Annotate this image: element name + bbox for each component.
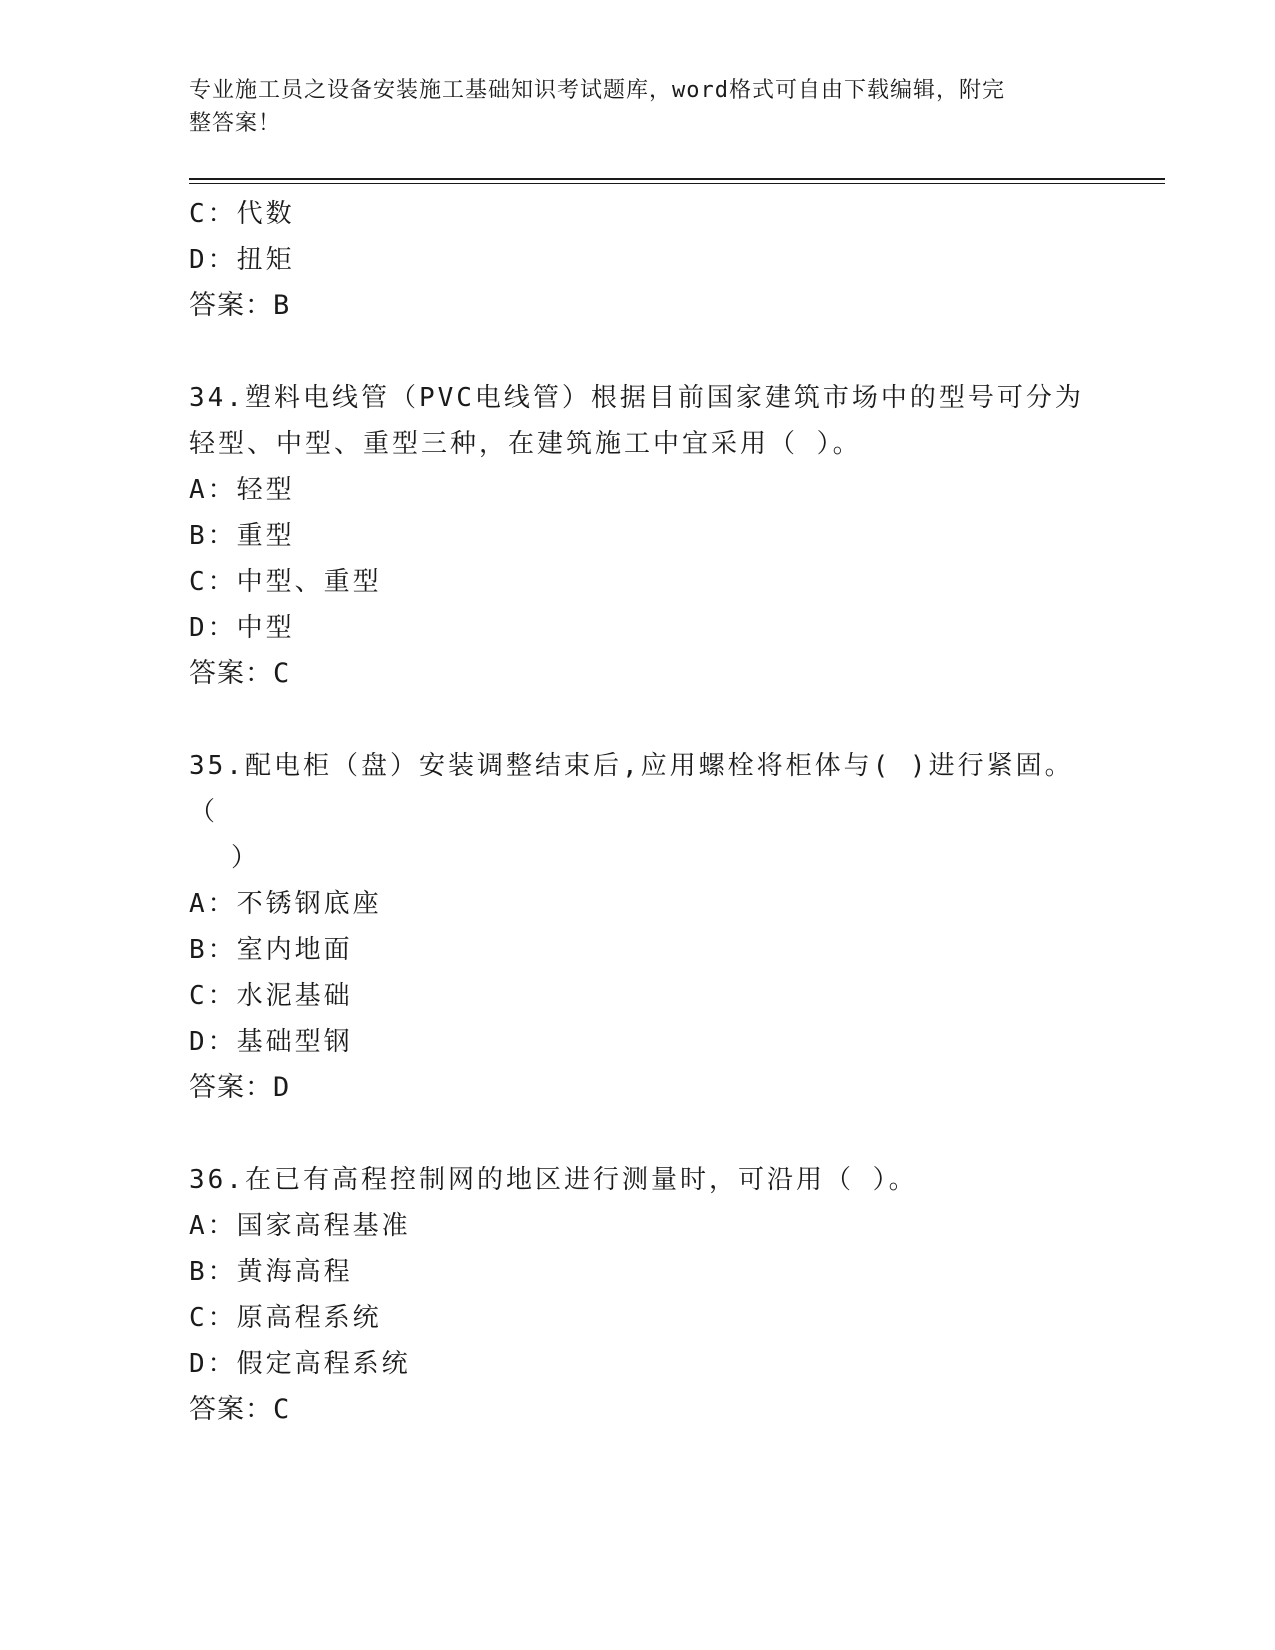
option-b: B：重型 bbox=[189, 521, 295, 551]
option-d: D：假定高程系统 bbox=[189, 1349, 411, 1379]
option-d: D：基础型钢 bbox=[189, 1027, 353, 1057]
option-c: C：水泥基础 bbox=[189, 981, 353, 1011]
question-text bbox=[189, 375, 1089, 467]
document-body bbox=[189, 191, 1089, 1433]
document-header bbox=[189, 74, 1089, 140]
answer-line: 答案：C bbox=[189, 658, 291, 689]
answer-line: 答案：C bbox=[189, 1394, 291, 1425]
question-text-line-2: ） bbox=[231, 843, 261, 873]
header-line-2: 整答案！ bbox=[189, 111, 282, 136]
header-rule-thin bbox=[189, 183, 1165, 184]
answer-line: 答案：D bbox=[189, 1072, 291, 1103]
question-text-line-1: 35.配电柜（盘）安装调整结束后,应用螺栓将柜体与( )进行紧固。（ bbox=[189, 751, 1074, 827]
question-text-line-1: 34.塑料电线管（PVC电线管）根据目前国家建筑市场中的型号可分为 bbox=[189, 383, 1084, 413]
previous-question-tail bbox=[189, 191, 1089, 329]
question-34 bbox=[189, 375, 1089, 697]
option-c: C：代数 bbox=[189, 199, 295, 229]
option-b: B：室内地面 bbox=[189, 935, 353, 965]
option-a: A：国家高程基准 bbox=[189, 1211, 411, 1241]
header-rule-thick bbox=[189, 178, 1165, 180]
option-a: A：轻型 bbox=[189, 475, 295, 505]
option-c: C：中型、重型 bbox=[189, 567, 382, 597]
question-text bbox=[189, 1157, 1089, 1203]
option-a: A：不锈钢底座 bbox=[189, 889, 382, 919]
option-b: B：黄海高程 bbox=[189, 1257, 353, 1287]
answer-line: 答案：B bbox=[189, 290, 291, 321]
question-text bbox=[189, 743, 1089, 881]
header-line-1: 专业施工员之设备安装施工基础知识考试题库，word格式可自由下载编辑，附完 bbox=[189, 78, 1005, 103]
option-c: C：原高程系统 bbox=[189, 1303, 382, 1333]
option-d: D：中型 bbox=[189, 613, 295, 643]
question-text-line-1: 36.在已有高程控制网的地区进行测量时，可沿用（ ）。 bbox=[189, 1165, 918, 1195]
option-d: D：扭矩 bbox=[189, 245, 295, 275]
question-35 bbox=[189, 743, 1089, 1111]
question-text-line-2: 轻型、中型、重型三种，在建筑施工中宜采用（ ）。 bbox=[189, 429, 862, 459]
question-36 bbox=[189, 1157, 1089, 1433]
